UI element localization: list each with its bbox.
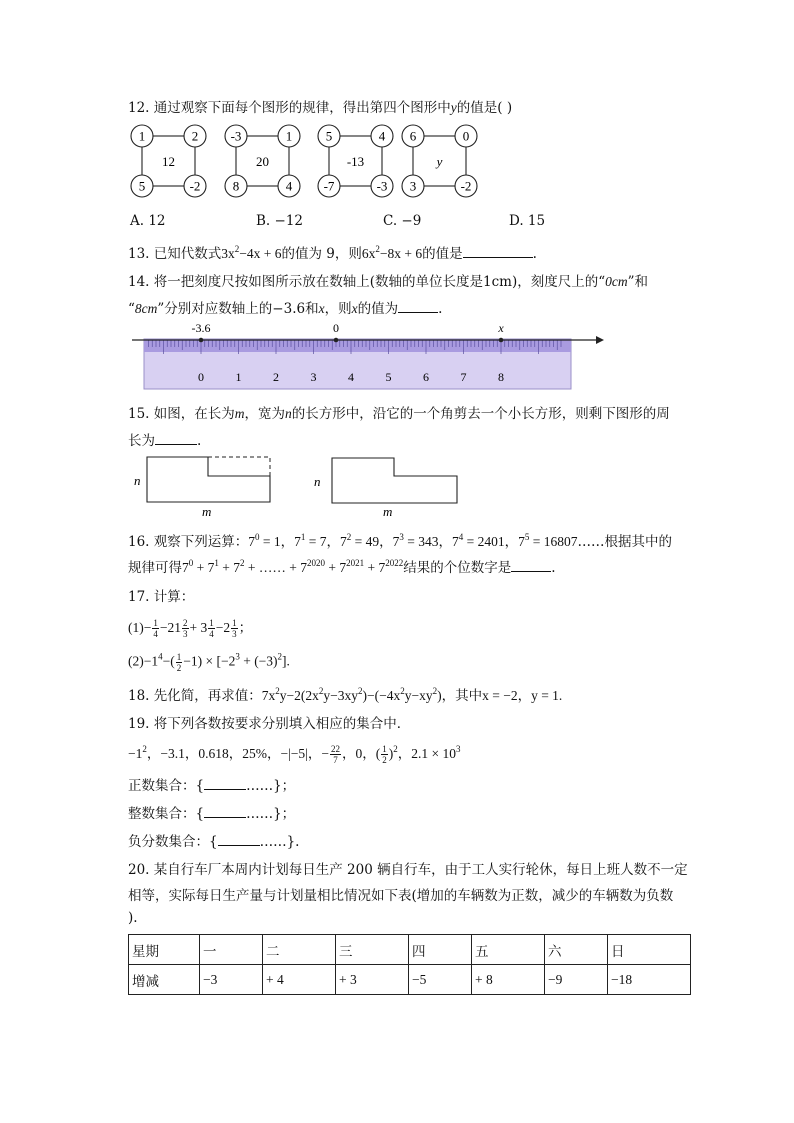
- axis-label-zero: 0: [333, 321, 339, 335]
- q12-option-d[interactable]: D. 15: [509, 213, 546, 229]
- power-equation: $7^3 = 343$，: [392, 532, 453, 549]
- axis-point-zero: [334, 338, 339, 343]
- fig2-m-label: m: [383, 504, 393, 519]
- fig1-m-label: m: [202, 504, 212, 519]
- table-cell: 星期: [129, 935, 200, 965]
- q12-figure-1: [131, 125, 206, 197]
- q16-line1: 16. 观察下列运算：$7^0 = 1$，$7^1 = 7$，$7^2 = 49$，$7^3 = 343$，$7^4 = 2401$，$7^5$ = 16807……根据其中的: [128, 532, 673, 550]
- table-cell: 三: [336, 935, 409, 965]
- q12-option-c[interactable]: C. −9: [383, 213, 422, 229]
- corner-value: 1: [285, 128, 293, 144]
- corner-value: -3: [230, 128, 242, 144]
- table-cell: 五: [472, 935, 545, 965]
- q16-sum-expr: $7^0 + 7^1 + 7^2$ + …… + $7^{2020} + 7^{2021} + 7^{2022}$: [182, 558, 404, 575]
- q19-set-positive: 正数集合：{ ……}；: [128, 778, 296, 794]
- q14-ruler-figure: [128, 318, 608, 394]
- q12-figure-3: [318, 125, 393, 197]
- q16-line2: 规律可得$7^0 + 7^1 + 7^2$ + …… + $7^{2020} + 7^{2021} + 7^{2022}$结果的个位数字是 .: [128, 558, 556, 576]
- axis-point-neg3.6: [199, 338, 204, 343]
- q12-figures: [125, 118, 485, 204]
- q15-answer-blank[interactable]: [155, 432, 197, 445]
- q20-line3: ).: [128, 910, 138, 926]
- ruler-number: 5: [385, 370, 392, 384]
- power-equation: $7^2 = 49$，: [340, 532, 393, 549]
- q12-stem: 12. 通过观察下面每个图形的规律，得出第四个图形中y的值是( ): [128, 100, 513, 116]
- corner-value: -2: [189, 178, 201, 194]
- q12-option-a[interactable]: A. 12: [130, 213, 166, 229]
- q18-stem: 18. 先化简，再求值：$7x^2y-2(2x^2y-3xy^2)-(-4x^2y-xy^2)$，其中x = −2，y = 1.: [128, 686, 563, 704]
- table-header-row: [129, 935, 691, 965]
- q17-part2: $(2)-1^4-$( $\frac{1}{2}$ $-1) \times [-2^3 + (-3)^2]$.: [128, 651, 290, 673]
- corner-value: 5: [325, 128, 333, 144]
- corner-value: -3: [376, 178, 388, 194]
- q16-answer-blank[interactable]: [511, 559, 551, 572]
- corner-value: 3: [409, 178, 417, 194]
- q20-line1: 20. 某自行车厂本周内计划每日生产 200 辆自行车，由于工人实行轮休，每日上班人数不一定: [128, 862, 688, 878]
- center-value: 20: [256, 154, 269, 169]
- table-row: [129, 965, 691, 995]
- axis-label-x: x: [498, 321, 504, 335]
- q20-table: [128, 934, 691, 995]
- table-cell: −3: [200, 965, 263, 995]
- power-equation: $7^4 = 2401$，: [452, 532, 519, 549]
- q12-figure-4: [402, 125, 477, 197]
- q15-figures: [128, 452, 468, 522]
- table-cell: −18: [608, 965, 691, 995]
- center-value: 12: [162, 154, 175, 169]
- ruler-number: 3: [310, 370, 317, 384]
- table-cell: 日: [608, 935, 691, 965]
- q14-line1: 14. 将一把刻度尺按如图所示放在数轴上(数轴的单位长度是1cm)，刻度尺上的“0cm”和: [128, 274, 649, 290]
- ruler-number: 1: [235, 370, 242, 384]
- q12-option-b[interactable]: B. −12: [256, 213, 303, 229]
- q16-power-list: [248, 534, 577, 549]
- ruler-number: 2: [273, 370, 279, 384]
- q14-line2: “8cm”分别对应数轴上的−3.6和x，则x的值为 .: [128, 301, 443, 317]
- fig1-remaining-shape: [147, 457, 270, 502]
- table-cell: −9: [545, 965, 608, 995]
- positive-set-blank[interactable]: [204, 777, 246, 790]
- ruler-scale-band: [144, 339, 571, 352]
- fig1-n-label: n: [134, 473, 141, 488]
- q19-set-integer: 整数集合：{ ……}；: [128, 806, 296, 822]
- fig2-n-label: n: [314, 474, 321, 489]
- corner-value: -2: [460, 178, 472, 194]
- corner-value: 2: [191, 128, 199, 144]
- corner-value: 4: [285, 178, 293, 194]
- table-cell: 一: [200, 935, 263, 965]
- ruler-number: 6: [423, 370, 429, 384]
- q20-line2: 相等，实际每日生产量与计划量相比情况如下表(增加的车辆数为正数，减少的车辆数为负数: [128, 888, 674, 904]
- ruler-number: 7: [460, 370, 467, 384]
- ruler-number: 0: [198, 370, 204, 384]
- q14-answer-blank[interactable]: [398, 300, 438, 313]
- power-equation: $7^5 = 16807$: [518, 532, 578, 549]
- corner-value: 0: [462, 128, 470, 144]
- corner-value: 1: [138, 128, 146, 144]
- negfraction-set-blank[interactable]: [218, 833, 260, 846]
- q15-line2: 长为 .: [128, 433, 202, 449]
- corner-value: 6: [409, 128, 417, 144]
- table-cell: 增减: [129, 965, 200, 995]
- table-cell: 四: [409, 935, 472, 965]
- table-cell: 六: [545, 935, 608, 965]
- q12-figure-2: [225, 125, 300, 197]
- table-cell: + 3: [336, 965, 409, 995]
- power-equation: $7^1 = 7$，: [294, 532, 341, 549]
- q13-stem: 13. 已知代数式$3x^2-4x + 6$的值为 9，则$6x^2-8x + 6$的值是 .: [128, 244, 537, 262]
- table-cell: −5: [409, 965, 472, 995]
- q19-title: 19. 将下列各数按要求分别填入相应的集合中．: [128, 716, 411, 732]
- integer-set-blank[interactable]: [204, 805, 246, 818]
- fig2-remaining-shape: [332, 458, 457, 503]
- center-value: y: [436, 154, 443, 169]
- corner-value: 4: [378, 128, 386, 144]
- corner-value: -7: [323, 178, 335, 194]
- table-cell: + 4: [263, 965, 336, 995]
- table-cell: 二: [263, 935, 336, 965]
- ruler-number: 8: [498, 370, 504, 384]
- axis-point-x: [499, 338, 504, 343]
- q19-set-negfraction: 负分数集合：{ ……}.: [128, 834, 300, 850]
- axis-label-neg3.6: -3.6: [191, 321, 211, 335]
- table-cell: + 8: [472, 965, 545, 995]
- q17-title: 17. 计算：: [128, 589, 195, 605]
- q15-line1: 15. 如图，在长为m，宽为n的长方形中，沿它的一个角剪去一个小长方形，则剩下图形的周: [128, 406, 670, 422]
- q13-answer-blank[interactable]: [463, 245, 533, 258]
- q17-part1: (1)− $\frac{1}{4}$ −21 $\frac{2}{3}$ + 3 $\frac{1}{4}$ −2 $\frac{1}{3}$ ；: [128, 618, 253, 640]
- axis-arrow-icon: [596, 336, 604, 344]
- corner-value: 5: [138, 178, 146, 194]
- center-value: -13: [346, 154, 365, 169]
- corner-value: 8: [232, 178, 240, 194]
- power-equation: $7^0 = 1$，: [248, 532, 295, 549]
- q19-numbers: $-1^2$，−3.1，0.618，25%，−|−5|，− $\frac{22}{7}$ ，0，( $\frac{1}{2}$ )$^2$，$2.1 \times 10^3$: [128, 744, 461, 766]
- fig1-cut-dashed: [208, 457, 270, 476]
- ruler-number: 4: [348, 370, 354, 384]
